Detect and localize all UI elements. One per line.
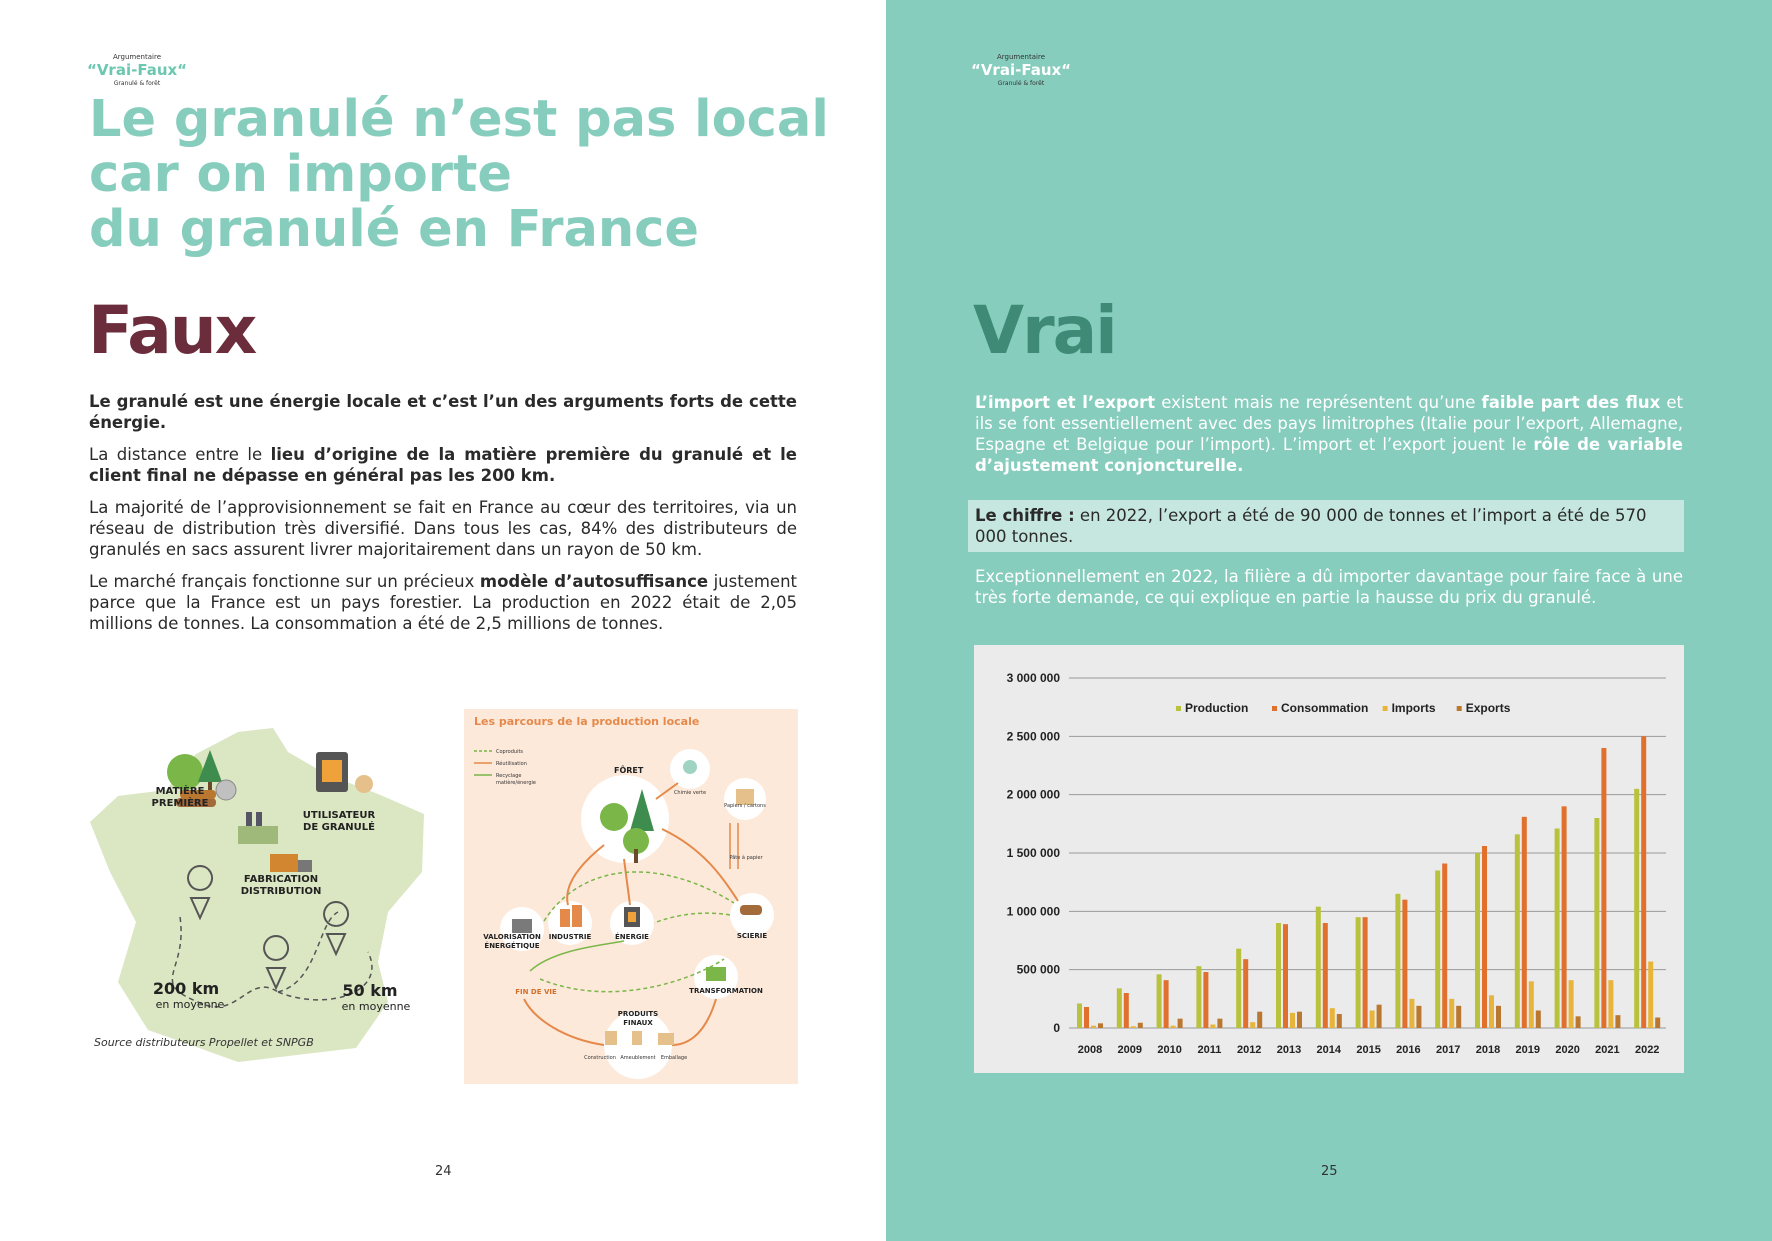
bar-imports-2011 — [1210, 1025, 1215, 1029]
bar-imports-2019 — [1529, 981, 1534, 1028]
distance-200km: 200 km — [152, 979, 220, 998]
chart-panel — [974, 645, 1684, 1073]
bar-production-2010 — [1157, 974, 1162, 1028]
verdict-faux: Faux — [88, 292, 256, 369]
bar-exports-2009 — [1138, 1023, 1143, 1028]
x-tick-label: 2019 — [1515, 1044, 1541, 1056]
bar-production-2015 — [1356, 917, 1361, 1028]
label-valorisation-1: VALORISATION — [483, 933, 541, 941]
title-line-3: du granulé en France — [89, 200, 700, 259]
x-tick-label: 2011 — [1197, 1044, 1222, 1056]
bar-consommation-2017 — [1442, 864, 1447, 1029]
legend-recyclage: Recyclage — [496, 773, 522, 779]
bar-exports-2016 — [1416, 1006, 1421, 1028]
legend-reutilisation: Réutilisation — [496, 761, 527, 767]
intro-paragraph: Le granulé est une énergie locale et c’est l’un des arguments forts de cette énergie. — [89, 392, 797, 432]
bar-consommation-2019 — [1522, 817, 1527, 1028]
distance-50km-caption: en moyenne — [341, 1000, 411, 1013]
furniture-icon — [632, 1031, 642, 1045]
bar-production-2022 — [1634, 789, 1639, 1028]
bar-imports-2012 — [1250, 1022, 1255, 1028]
bar-consommation-2010 — [1164, 980, 1169, 1028]
legend-swatch-exports — [1457, 706, 1462, 711]
label-valorisation-2: ÉNERGÉTIQUE — [484, 942, 540, 950]
brand-small: Argumentaire — [113, 53, 161, 61]
bar-production-2008 — [1077, 1004, 1082, 1029]
label-construction: Construction — [584, 1055, 616, 1061]
label-fabrication-1: FABRICATION — [243, 874, 319, 885]
distance-paragraph — [89, 444, 797, 486]
title-line-1: Le granulé n’est pas local — [89, 90, 829, 149]
arrow-papiers-pate — [730, 823, 738, 869]
pellet-bar-chart — [974, 645, 1684, 1073]
bar-imports-2010 — [1171, 1026, 1176, 1028]
bar-production-2012 — [1236, 949, 1241, 1028]
bar-production-2016 — [1395, 894, 1400, 1028]
label-emballage: Emballage — [660, 1055, 688, 1061]
flux-emphasis-1: L’import et l’export — [975, 393, 1156, 412]
flux-emphasis-3: rôle de variable d’ajustement conjoncturelle. — [975, 435, 1683, 475]
bar-imports-2009 — [1131, 1026, 1136, 1028]
market-emphasis: modèle d’autosuffisance — [479, 572, 709, 591]
bar-consommation-2022 — [1641, 736, 1646, 1028]
arrow-scierie-energie — [654, 913, 730, 923]
bar-imports-2018 — [1489, 995, 1494, 1028]
bar-production-2021 — [1594, 818, 1599, 1028]
label-produits-2: FINAUX — [623, 1019, 653, 1027]
label-matiere-2: PREMIÈRE — [151, 798, 209, 809]
industry-icon — [560, 909, 570, 927]
bar-consommation-2016 — [1402, 900, 1407, 1028]
arrow-produits-fin — [524, 999, 604, 1045]
bar-consommation-2021 — [1601, 748, 1606, 1028]
bar-exports-2021 — [1615, 1015, 1620, 1028]
bar-exports-2011 — [1217, 1019, 1222, 1028]
bar-imports-2021 — [1608, 980, 1613, 1028]
y-tick-label: 2 000 000 — [1006, 787, 1060, 802]
y-tick-label: 500 000 — [1016, 962, 1060, 977]
bar-consommation-2020 — [1562, 806, 1567, 1028]
market-rest: justement parce que la France est un pays forestier. La production en 2022 était de 2,05 millions de tonnes. La consommation a été de 2,5 millions de tonnes. — [89, 572, 798, 633]
bar-consommation-2011 — [1203, 972, 1208, 1028]
bar-exports-2020 — [1576, 1016, 1581, 1028]
chiffre-label: Le chiffre : — [975, 506, 1075, 525]
legend-label-exports: Exports — [1465, 701, 1511, 715]
distance-200km-caption: en moyenne — [155, 998, 225, 1011]
market-paragraph — [89, 571, 797, 634]
x-tick-label: 2020 — [1555, 1044, 1580, 1056]
flux-text-2: et ils se font essentiellement avec des pays limitrophes (Italie pour l’export, Allemagne, Espagne et Belgique pour l’import). L’import et l’export jouent le — [975, 393, 1683, 454]
bar-consommation-2015 — [1363, 917, 1368, 1028]
distance-lead: La distance entre le — [89, 445, 271, 464]
brand-logo — [82, 53, 192, 88]
page-title — [89, 92, 849, 257]
bar-exports-2014 — [1337, 1014, 1342, 1028]
label-pate: Pâte à papier — [729, 855, 763, 861]
packaging-icon — [658, 1033, 674, 1045]
brand-subtitle-right: Granulé & forêt — [997, 80, 1045, 87]
legend-matiere-energie: matière/énergie — [496, 780, 536, 786]
bar-imports-2020 — [1569, 980, 1574, 1028]
bar-consommation-2009 — [1124, 993, 1129, 1028]
bar-imports-2015 — [1370, 1011, 1375, 1029]
exception-paragraph: Exceptionnellement en 2022, la filière a dû importer davantage pour faire face à une très forte demande, ce qui explique en partie la hausse du prix du granulé. — [975, 567, 1683, 607]
label-industrie: INDUSTRIE — [548, 933, 592, 941]
production-cycle-diagram — [464, 709, 798, 1084]
legend-swatch-imports — [1383, 706, 1388, 711]
x-tick-label: 2021 — [1595, 1044, 1620, 1056]
label-utilisateur-2: DE GRANULÉ — [303, 822, 375, 833]
legend-label-imports: Imports — [1391, 701, 1436, 715]
bar-consommation-2012 — [1243, 959, 1248, 1028]
bar-production-2014 — [1316, 907, 1321, 1028]
y-tick-label: 3 000 000 — [1006, 671, 1060, 685]
x-tick-label: 2015 — [1356, 1044, 1381, 1056]
france-map-figure — [88, 722, 433, 1068]
bar-production-2017 — [1435, 871, 1440, 1029]
bar-exports-2022 — [1655, 1018, 1660, 1029]
x-tick-label: 2018 — [1475, 1044, 1501, 1056]
brand-small-right: Argumentaire — [997, 53, 1045, 61]
flask-icon — [683, 760, 697, 774]
label-matiere-1: MATIÈRE — [155, 786, 205, 797]
label-chimie: Chimie verte — [673, 790, 707, 796]
x-tick-label: 2014 — [1316, 1044, 1342, 1056]
label-transformation: TRANSFORMATION — [689, 987, 763, 995]
chiffre-value: en 2022, l’export a été de 90 000 de tonnes et l’import a été de 570 000 tonnes. — [975, 506, 1647, 546]
verdict-vrai: Vrai — [973, 292, 1116, 369]
chiffre-callout — [968, 500, 1684, 552]
bar-exports-2019 — [1536, 1011, 1541, 1029]
y-tick-label: 1 000 000 — [1006, 904, 1060, 919]
brand-title-right: “Vrai-Faux“ — [970, 61, 1072, 79]
bar-imports-2022 — [1648, 962, 1653, 1029]
label-ameublement: Ameublement — [620, 1055, 656, 1061]
page-number-left: 24 — [435, 1164, 452, 1179]
x-tick-label: 2016 — [1396, 1044, 1421, 1056]
legend-label-consommation: Consommation — [1281, 701, 1369, 715]
bar-imports-2008 — [1091, 1026, 1096, 1028]
legend-swatch-consommation — [1272, 706, 1277, 711]
bar-exports-2017 — [1456, 1006, 1461, 1028]
market-lead: Le marché français fonctionne sur un précieux — [89, 572, 480, 591]
label-fabrication-2: DISTRIBUTION — [240, 886, 322, 897]
label-fin-de-vie: FIN DE VIE — [515, 988, 557, 996]
construction-icon — [605, 1031, 617, 1045]
bar-consommation-2013 — [1283, 924, 1288, 1028]
valorisation-icon — [512, 919, 532, 933]
flux-emphasis-2: faible part des flux — [1481, 393, 1661, 412]
transformation-icon — [706, 967, 726, 981]
y-tick-label: 0 — [1053, 1021, 1060, 1035]
title-line-2: car on importe — [89, 145, 512, 204]
label-utilisateur-1: UTILISATEUR — [302, 810, 376, 821]
pellet-stove-icon — [316, 752, 373, 793]
bar-imports-2014 — [1330, 1008, 1335, 1028]
supply-paragraph: La majorité de l’approvisionnement se fait en France au cœur des territoires, via un réseau de distribution très diversifié. Dans tous les cas, 84% des distributeurs de granulés en sacs assurent livrer majoritairement dans un rayon de 50 km. — [89, 498, 797, 559]
bar-production-2019 — [1515, 834, 1520, 1028]
chiffre-text — [975, 505, 1678, 547]
label-produits-1: PRODUITS — [617, 1010, 659, 1018]
bar-exports-2010 — [1178, 1019, 1183, 1028]
bar-exports-2013 — [1297, 1012, 1302, 1028]
bar-consommation-2008 — [1084, 1007, 1089, 1028]
x-tick-label: 2017 — [1435, 1044, 1461, 1056]
label-papiers: Papiers / cartons — [724, 803, 766, 809]
legend-swatch-production — [1176, 706, 1181, 711]
distance-50km: 50 km — [342, 981, 398, 1000]
bar-consommation-2018 — [1482, 846, 1487, 1028]
bar-exports-2008 — [1098, 1023, 1103, 1028]
y-tick-label: 2 500 000 — [1006, 729, 1060, 744]
bar-production-2018 — [1475, 853, 1480, 1028]
brand-title: “Vrai-Faux“ — [86, 61, 188, 79]
map-source: Source distributeurs Propellet et SNPGB — [94, 1036, 314, 1049]
x-tick-label: 2008 — [1077, 1044, 1103, 1056]
flux-paragraph — [975, 392, 1683, 476]
bar-exports-2018 — [1496, 1006, 1501, 1028]
label-foret: FÔRET — [614, 766, 644, 775]
x-tick-label: 2009 — [1117, 1044, 1143, 1056]
label-energie: ÉNERGIE — [615, 933, 649, 941]
page-number-right: 25 — [1321, 1164, 1338, 1179]
brand-logo-right — [966, 53, 1076, 88]
bar-production-2011 — [1196, 966, 1201, 1028]
arrow-foret-energie — [624, 859, 630, 905]
brand-subtitle: Granulé & forêt — [113, 80, 161, 87]
arrow-transformation-produits — [672, 999, 716, 1045]
legend-coproduits: Coproduits — [496, 749, 524, 755]
x-tick-label: 2013 — [1276, 1044, 1302, 1056]
bar-imports-2017 — [1449, 999, 1454, 1028]
bar-production-2009 — [1117, 988, 1122, 1028]
diagram-title: Les parcours de la production locale — [474, 715, 700, 728]
bar-imports-2016 — [1409, 999, 1414, 1028]
bar-imports-2013 — [1290, 1013, 1295, 1028]
arrow-foret-scierie — [662, 829, 738, 901]
y-tick-label: 1 500 000 — [1006, 846, 1060, 860]
distance-emphasis: lieu d’origine de la matière première du granulé et le client final ne dépasse en général pas les 200 km. — [89, 445, 797, 485]
bar-consommation-2014 — [1323, 923, 1328, 1028]
bar-exports-2015 — [1377, 1005, 1382, 1028]
label-scierie: SCIERIE — [736, 932, 768, 940]
x-tick-label: 2012 — [1236, 1044, 1262, 1056]
legend-label-production: Production — [1185, 701, 1249, 715]
arrow-fin-energie — [530, 941, 624, 971]
flux-text-1: existent mais ne représentent qu’une — [1155, 393, 1482, 412]
diagram-legend — [474, 749, 536, 786]
x-tick-label: 2010 — [1157, 1044, 1182, 1056]
bar-exports-2012 — [1257, 1012, 1262, 1028]
bar-production-2013 — [1276, 923, 1281, 1028]
sawmill-icon — [740, 905, 762, 915]
x-tick-label: 2022 — [1634, 1044, 1660, 1056]
bar-production-2020 — [1555, 829, 1560, 1029]
